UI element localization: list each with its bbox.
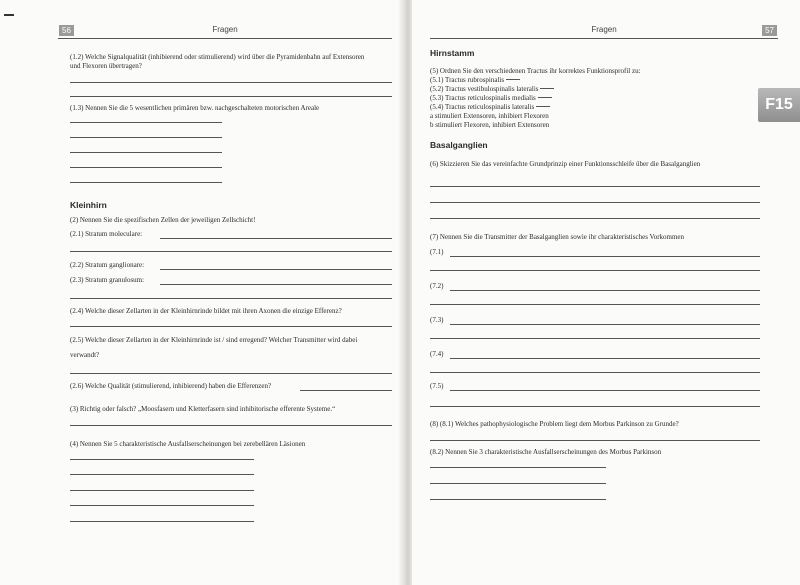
answer-line[interactable] — [430, 483, 606, 484]
answer-line[interactable] — [430, 372, 760, 373]
option-a: a stimuliert Extensoren, inhibiert Flexoren — [430, 112, 549, 120]
answer-blank[interactable] — [506, 79, 520, 80]
answer-line[interactable] — [430, 304, 760, 305]
question-2-5-cont: verwandt? — [70, 351, 100, 359]
corner-mark — [4, 14, 14, 16]
section-heading-basalganglien: Basalganglien — [430, 140, 488, 150]
answer-line[interactable] — [70, 326, 392, 327]
answer-line[interactable] — [70, 82, 392, 83]
answer-line[interactable] — [430, 440, 760, 441]
answer-line[interactable] — [70, 474, 254, 475]
page-number: 57 — [762, 25, 777, 36]
answer-line[interactable] — [450, 358, 760, 359]
question-2-4: (2.4) Welche dieser Zellarten in der Kleinhirnrinde bildet mit ihren Axonen die einzige Efferenz? — [70, 307, 342, 315]
question-2-6: (2.6) Welche Qualität (stimulierend, inhibierend) haben die Efferenzen? — [70, 382, 272, 390]
left-page-header — [58, 24, 392, 39]
answer-line[interactable] — [450, 390, 760, 391]
answer-line[interactable] — [70, 490, 254, 491]
question-2-5: (2.5) Welche dieser Zellarten in der Kleinhirnrinde ist / sind erregend? Welcher Transmitter wird dabei — [70, 336, 358, 344]
answer-line[interactable] — [70, 505, 254, 506]
question-1-2: (1.2) Welche Signalqualität (inhibierend oder stimulierend) wird über die Pyramidenbahn auf Extensoren — [70, 53, 365, 61]
answer-line[interactable] — [300, 390, 392, 391]
option-b: b stimuliert Flexoren, inhibiert Extensoren — [430, 121, 550, 129]
answer-line[interactable] — [70, 167, 222, 168]
chapter-tab: F15 — [758, 88, 800, 122]
answer-line[interactable] — [70, 96, 392, 97]
question-7-1: (7.1) — [430, 248, 444, 256]
question-1-2-cont: und Flexoren übertragen? — [70, 62, 142, 70]
question-5-4: (5.4) Tractus reticulospinalis lateralis — [430, 103, 550, 112]
answer-line[interactable] — [430, 202, 760, 203]
question-6: (6) Skizzieren Sie das vereinfachte Grundprinzip einer Funktionsschleife über die Basalganglien — [430, 160, 701, 168]
question-2: (2) Nennen Sie die spezifischen Zellen der jeweiligen Zellschicht! — [70, 216, 256, 224]
right-page-header — [430, 24, 778, 39]
answer-line[interactable] — [160, 284, 392, 285]
question-8-2: (8.2) Nennen Sie 3 charakteristische Ausfallserscheinungen des Morbus Parkinson — [430, 448, 662, 456]
question-7-4: (7.4) — [430, 350, 444, 358]
answer-line[interactable] — [70, 182, 222, 183]
question-7-2: (7.2) — [430, 282, 444, 290]
section-heading-hirnstamm: Hirnstamm — [430, 48, 475, 58]
answer-line[interactable] — [70, 251, 392, 252]
answer-line[interactable] — [430, 467, 606, 468]
answer-line[interactable] — [450, 256, 760, 257]
answer-line[interactable] — [70, 152, 222, 153]
answer-line[interactable] — [450, 290, 760, 291]
answer-line[interactable] — [430, 338, 760, 339]
answer-line[interactable] — [430, 186, 760, 187]
question-8-1: (8) (8.1) Welches pathophysiologische Problem liegt dem Morbus Parkinson zu Grunde? — [430, 420, 679, 428]
answer-line[interactable] — [160, 269, 392, 270]
answer-line[interactable] — [430, 406, 760, 407]
answer-line[interactable] — [70, 298, 392, 299]
question-5-3: (5.3) Tractus reticulospinalis medialis — [430, 94, 552, 103]
answer-blank[interactable] — [538, 97, 552, 98]
question-2-1: (2.1) Stratum moleculare: — [70, 230, 143, 238]
question-4: (4) Nennen Sie 5 charakteristische Ausfallserscheinungen bei zerebellären Läsionen — [70, 440, 306, 448]
question-5-2: (5.2) Tractus vestibulospinalis lateralis — [430, 85, 554, 94]
page-number: 56 — [59, 25, 74, 36]
question-7: (7) Nennen Sie die Transmitter der Basalganglien sowie ihr charakteristisches Vorkommen — [430, 233, 685, 241]
question-7-5: (7.5) — [430, 382, 444, 390]
answer-blank[interactable] — [536, 106, 550, 107]
answer-line[interactable] — [70, 122, 222, 123]
answer-line[interactable] — [70, 137, 222, 138]
answer-line[interactable] — [160, 238, 392, 239]
question-3: (3) Richtig oder falsch? „Moosfasern und Kletterfasern sind inhibitorische efferente Systeme.“ — [70, 405, 336, 413]
right-page — [412, 0, 800, 585]
answer-line[interactable] — [450, 324, 760, 325]
answer-line[interactable] — [430, 218, 760, 219]
question-5: (5) Ordnen Sie den verschiedenen Tractus ihr korrektes Funktionsprofil zu: — [430, 67, 641, 75]
question-5-1: (5.1) Tractus rubrospinalis — [430, 76, 520, 85]
header-title: Fragen — [591, 25, 617, 34]
answer-line[interactable] — [70, 521, 254, 522]
answer-line[interactable] — [430, 270, 760, 271]
answer-line[interactable] — [70, 373, 392, 374]
question-2-3: (2.3) Stratum granulosum: — [70, 276, 145, 284]
question-7-3: (7.3) — [430, 316, 444, 324]
answer-line[interactable] — [70, 459, 254, 460]
answer-line[interactable] — [430, 499, 606, 500]
question-2-2: (2.2) Stratum ganglionare: — [70, 261, 145, 269]
answer-blank[interactable] — [540, 88, 554, 89]
question-1-3: (1.3) Nennen Sie die 5 wesentlichen primären bzw. nachgeschalteten motorischen Areale — [70, 104, 320, 112]
header-title: Fragen — [212, 25, 238, 34]
answer-line[interactable] — [70, 425, 392, 426]
section-heading-kleinhirn: Kleinhirn — [70, 200, 107, 210]
